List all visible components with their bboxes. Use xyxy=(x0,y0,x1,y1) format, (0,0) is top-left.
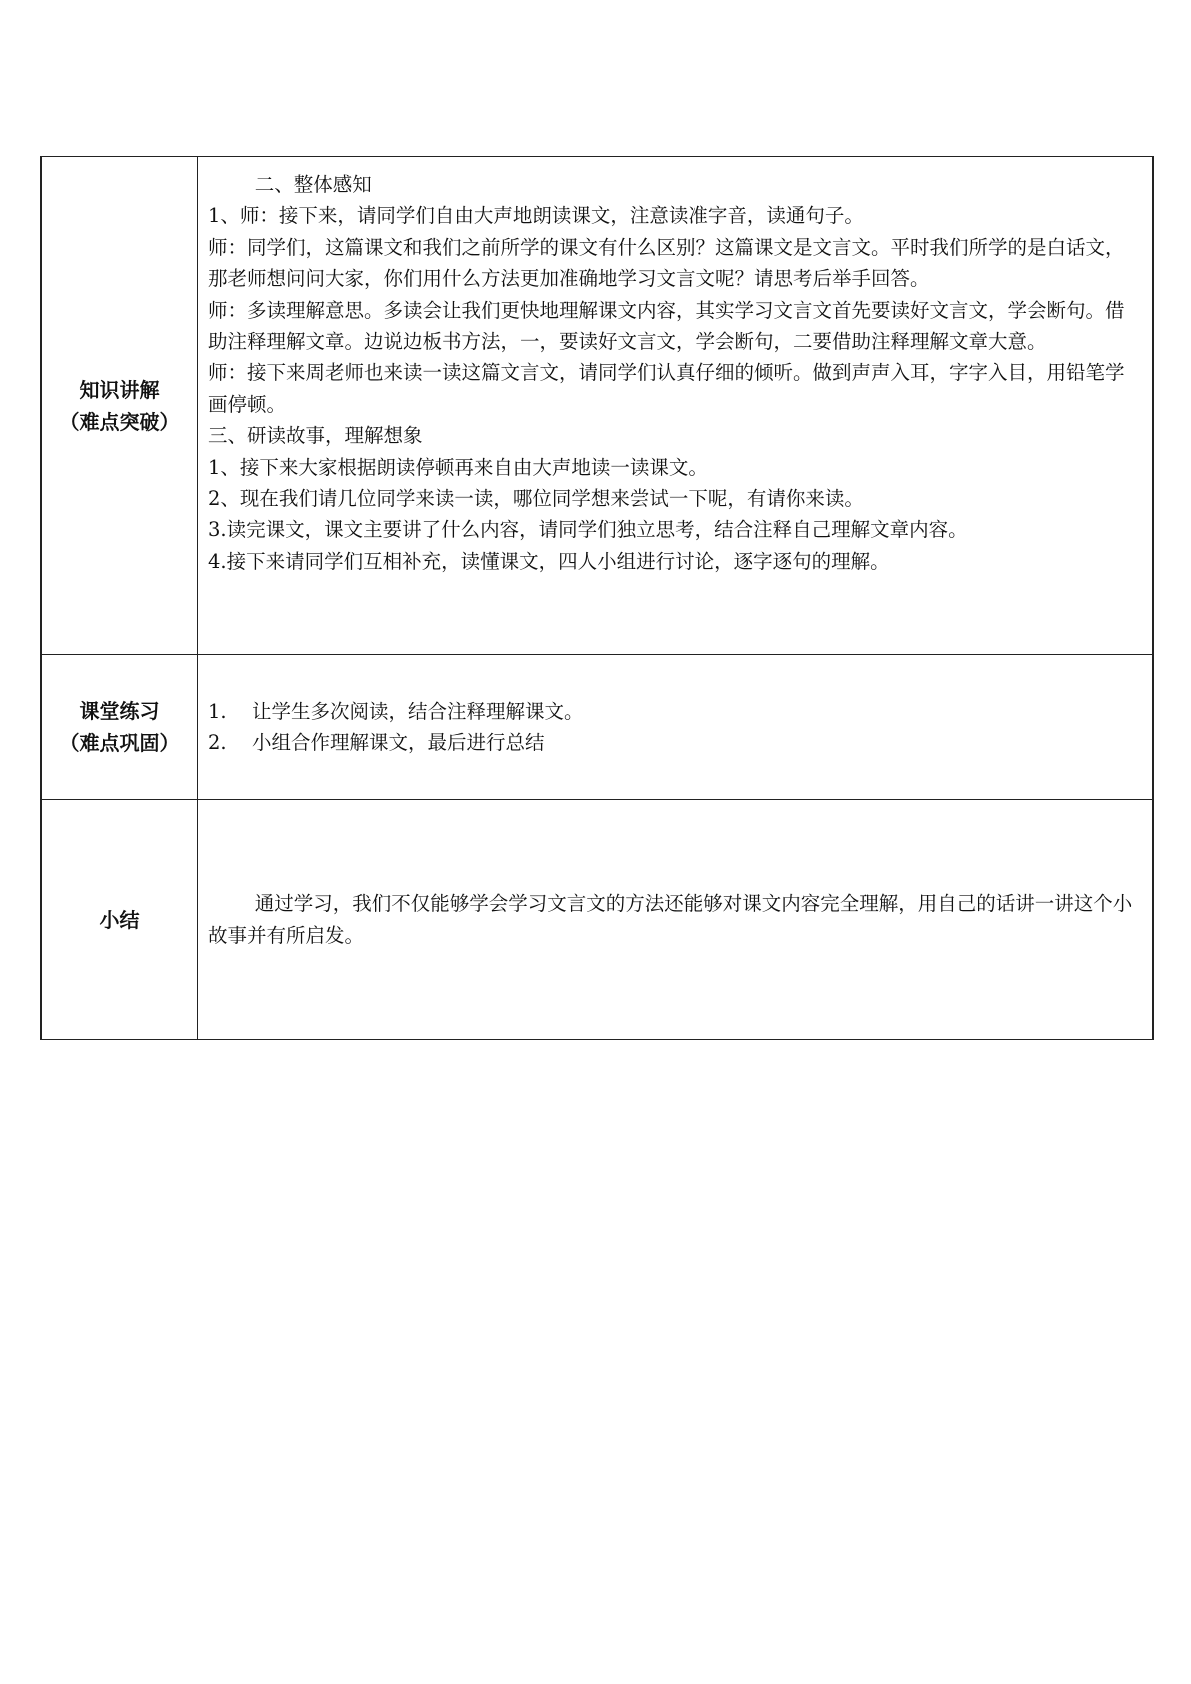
list-item xyxy=(208,727,1142,758)
list-number: 1. xyxy=(208,699,227,723)
list-item xyxy=(208,696,1142,727)
paragraph: 师：同学们，这篇课文和我们之前所学的课文有什么区别？这篇课文是文言文。平时我们所学的是白话文，那老师想问问大家，你们用什么方法更加准确地学习文言文呢？请思考后举手回答。 xyxy=(208,235,1125,291)
table-row-practice xyxy=(41,655,1153,800)
table-row-knowledge xyxy=(41,157,1153,655)
row-content-knowledge xyxy=(198,157,1154,655)
row-label-knowledge xyxy=(41,157,198,655)
list-text: 小组合作理解课文，最后进行总结 xyxy=(252,731,545,754)
row-label-line: （难点巩固） xyxy=(59,731,180,755)
paragraph: 师：接下来周老师也来读一读这篇文言文，请同学们认真仔细的倾听。做到声声入耳，字字入目，用铅笔学画停顿。 xyxy=(208,361,1125,416)
row-label-line: 知识讲解 xyxy=(79,377,160,402)
paragraph: 1、师：接下来，请同学们自由大声地朗读课文，注意读准字音，读通句子。 xyxy=(208,204,864,228)
section-heading: 二、整体感知 xyxy=(254,173,372,196)
paragraph: 2、现在我们请几位同学来读一读，哪位同学想来尝试一下呢，有请你来读。 xyxy=(208,487,864,511)
summary-paragraph: 通过学习，我们不仅能够学会学习文言文的方法还能够对课文内容完全理解，用自己的话讲一讲这个小故事并有所启发。 xyxy=(208,892,1133,947)
section-heading: 三、研读故事，理解想象 xyxy=(208,424,423,448)
row-label-line: 课堂练习 xyxy=(79,699,160,723)
row-content-practice xyxy=(198,655,1154,800)
list-text: 让学生多次阅读，结合注释理解课文。 xyxy=(252,699,584,723)
lesson-plan-table xyxy=(40,156,1154,1040)
table-row-summary xyxy=(41,800,1153,1040)
row-label-line: （难点突破） xyxy=(59,409,180,434)
paragraph: 4.接下来请同学们互相补充，读懂课文，四人小组进行讨论，逐字逐句的理解。 xyxy=(208,549,890,573)
paragraph: 师：多读理解意思。多读会让我们更快地理解课文内容，其实学习文言文首先要读好文言文，学会断句。借助注释理解文章。边说边板书方法，一，要读好文言文，学会断句，二要借助注释理解文章大意。 xyxy=(208,298,1125,354)
row-label-summary xyxy=(41,800,198,1040)
row-label-line: 小结 xyxy=(99,907,140,932)
row-content-summary xyxy=(198,800,1154,1040)
paragraph: 1、接下来大家根据朗读停顿再来自由大声地读一读课文。 xyxy=(208,455,708,479)
row-label-practice xyxy=(41,655,198,800)
list-number: 2. xyxy=(208,731,227,754)
paragraph: 3.读完课文，课文主要讲了什么内容，请同学们独立思考，结合注释自己理解文章内容。 xyxy=(208,518,968,542)
